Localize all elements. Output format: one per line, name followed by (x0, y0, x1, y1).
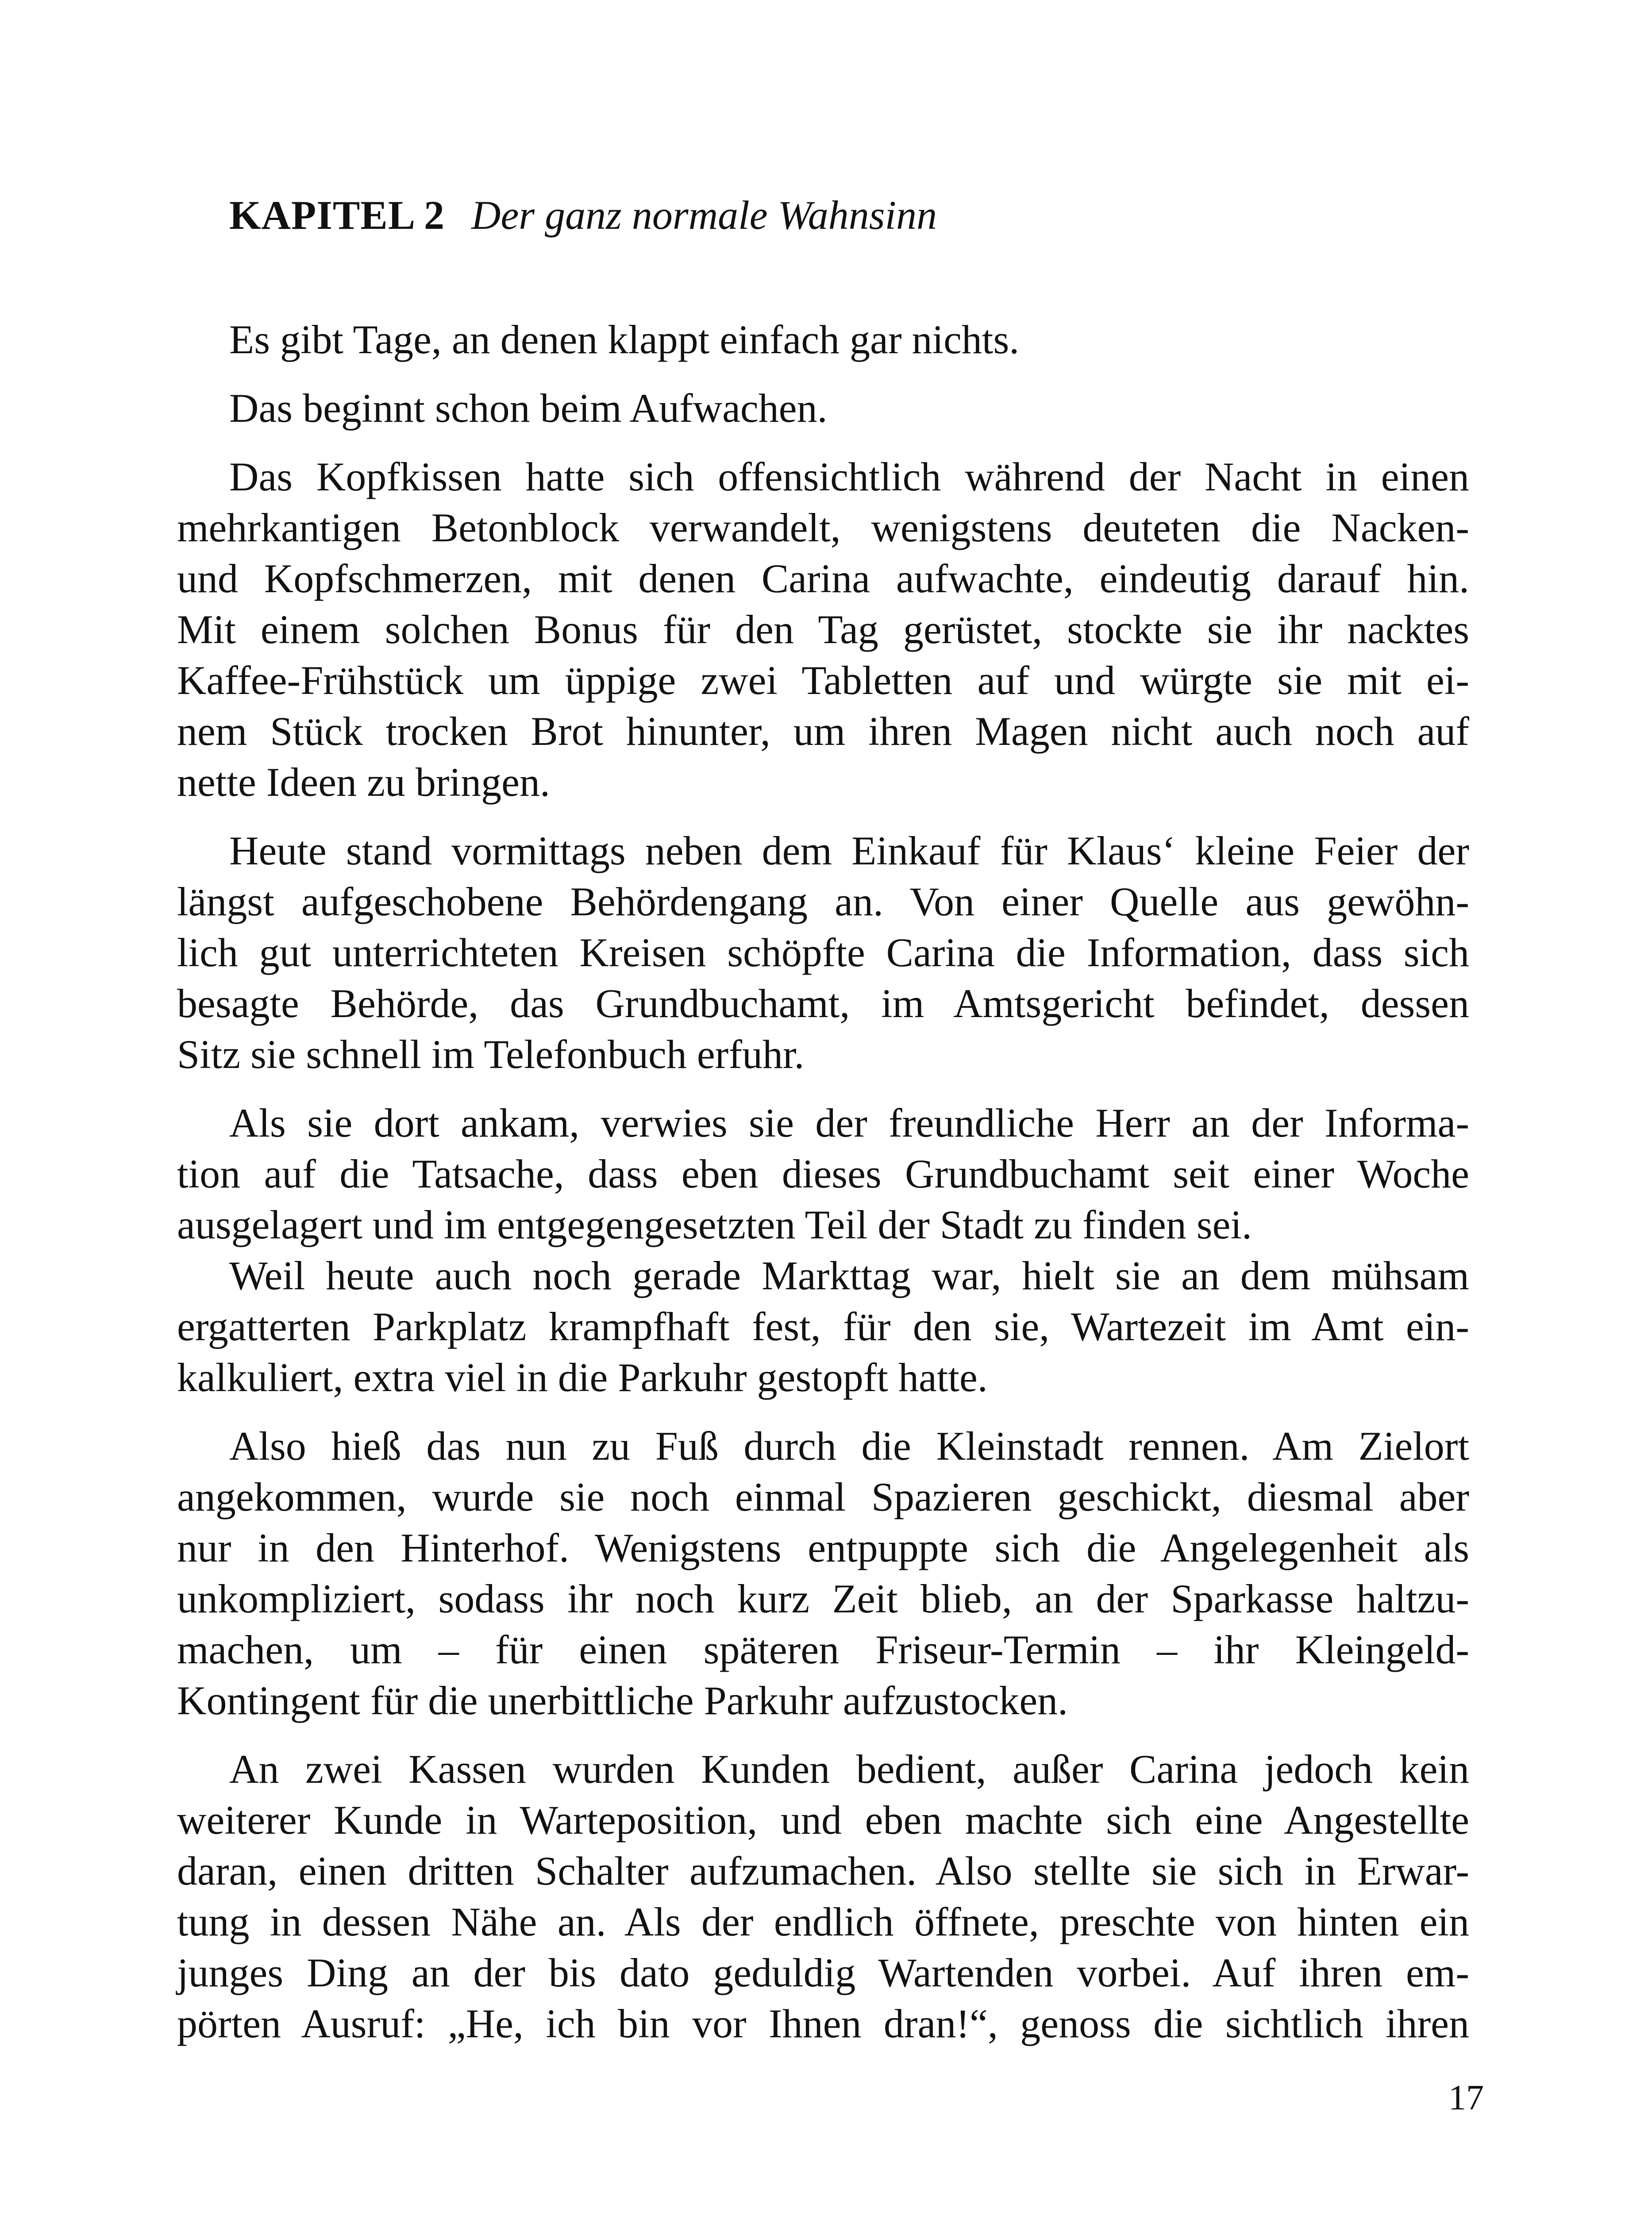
text-line: Als sie dort ankam, verwies sie der freundliche Herr an der Informa- (229, 1100, 1469, 1145)
text-line: längst aufgeschobene Behördengang an. Von einer Quelle aus gewöhn- (177, 879, 1469, 924)
text-line: Weil heute auch noch gerade Markttag war, hielt sie an dem mühsam (229, 1253, 1469, 1298)
text-line: ergatterten Parkplatz krampfhaft fest, für den sie, Wartezeit im Amt ein- (177, 1304, 1469, 1349)
text-line: machen, um – für einen späteren Friseur-Termin – ihr Kleingeld- (177, 1627, 1469, 1672)
text-line: Heute stand vormittags neben dem Einkauf für Klaus‘ kleine Feier der (229, 828, 1469, 873)
text-line: nem Stück trocken Brot hinunter, um ihren Magen nicht auch noch auf (177, 709, 1469, 754)
text-line: mehrkantigen Betonblock verwandelt, wenigstens deuteten die Nacken- (177, 505, 1469, 550)
paragraph-4 (177, 825, 1469, 1080)
paragraph-6 (177, 1250, 1469, 1403)
text-line: junges Ding an der bis dato geduldig Wartenden vorbei. Auf ihren em- (177, 1950, 1469, 1995)
text-line: pörten Ausruf: „He, ich bin vor Ihnen dran!“, genoss die sichtlich ihren (177, 2001, 1469, 2046)
text-line: Das beginnt schon beim Aufwachen. (229, 386, 828, 431)
chapter-title: Der ganz normale Wahnsinn (471, 193, 937, 238)
paragraph-2 (177, 383, 1469, 434)
text-line: An zwei Kassen wurden Kunden bedient, außer Carina jedoch kein (229, 1746, 1469, 1792)
text-line: Kontingent für die unerbittliche Parkuhr aufzustocken. (177, 1678, 1068, 1723)
text-line: unkompliziert, sodass ihr noch kurz Zeit blieb, an der Sparkasse haltzu- (177, 1576, 1469, 1621)
paragraph-8 (177, 1744, 1469, 2049)
text-line: Sitz sie schnell im Telefonbuch erfuhr. (177, 1032, 805, 1077)
chapter-label: KAPITEL 2 (229, 193, 445, 238)
text-line: ausgelagert und im entgegengesetzten Teil der Stadt zu finden sei. (177, 1202, 1252, 1247)
text-line: Kaffee-Frühstück um üppige zwei Tabletten auf und würgte sie mit ei- (177, 658, 1469, 703)
page-number: 17 (1448, 2078, 1484, 2117)
text-line: Mit einem solchen Bonus für den Tag gerüstet, stockte sie ihr nacktes (177, 607, 1469, 652)
text-line: daran, einen dritten Schalter aufzumachen. Also stellte sie sich in Erwar- (177, 1848, 1469, 1893)
text-line: lich gut unterrichteten Kreisen schöpfte Carina die Information, dass sich (177, 930, 1469, 975)
chapter-heading (229, 193, 937, 238)
text-line: nur in den Hinterhof. Wenigstens entpuppte sich die Angelegenheit als (177, 1525, 1469, 1570)
text-line: tion auf die Tatsache, dass eben dieses Grundbuchamt seit einer Woche (177, 1151, 1469, 1196)
text-line: nette Ideen zu bringen. (177, 760, 550, 805)
paragraph-1 (177, 314, 1469, 365)
text-line: Das Kopfkissen hatte sich offensichtlich während der Nacht in einen (229, 454, 1469, 499)
text-line: besagte Behörde, das Grundbuchamt, im Amtsgericht befindet, dessen (177, 981, 1469, 1026)
paragraph-3 (177, 451, 1469, 808)
body-text (177, 314, 1469, 2049)
paragraph-7 (177, 1421, 1469, 1726)
paragraph-5 (177, 1098, 1469, 1250)
text-line: kalkuliert, extra viel in die Parkuhr gestopft hatte. (177, 1355, 988, 1400)
text-line: Es gibt Tage, an denen klappt einfach gar nichts. (229, 317, 1020, 362)
text-line: tung in dessen Nähe an. Als der endlich öffnete, preschte von hinten ein (177, 1899, 1469, 1944)
text-line: und Kopfschmerzen, mit denen Carina aufwachte, eindeutig darauf hin. (177, 556, 1469, 601)
text-line: weiterer Kunde in Warteposition, und eben machte sich eine Angestellte (177, 1797, 1469, 1843)
text-line: Also hieß das nun zu Fuß durch die Kleinstadt rennen. Am Zielort (229, 1423, 1469, 1469)
text-line: angekommen, wurde sie noch einmal Spazieren geschickt, diesmal aber (177, 1474, 1469, 1519)
